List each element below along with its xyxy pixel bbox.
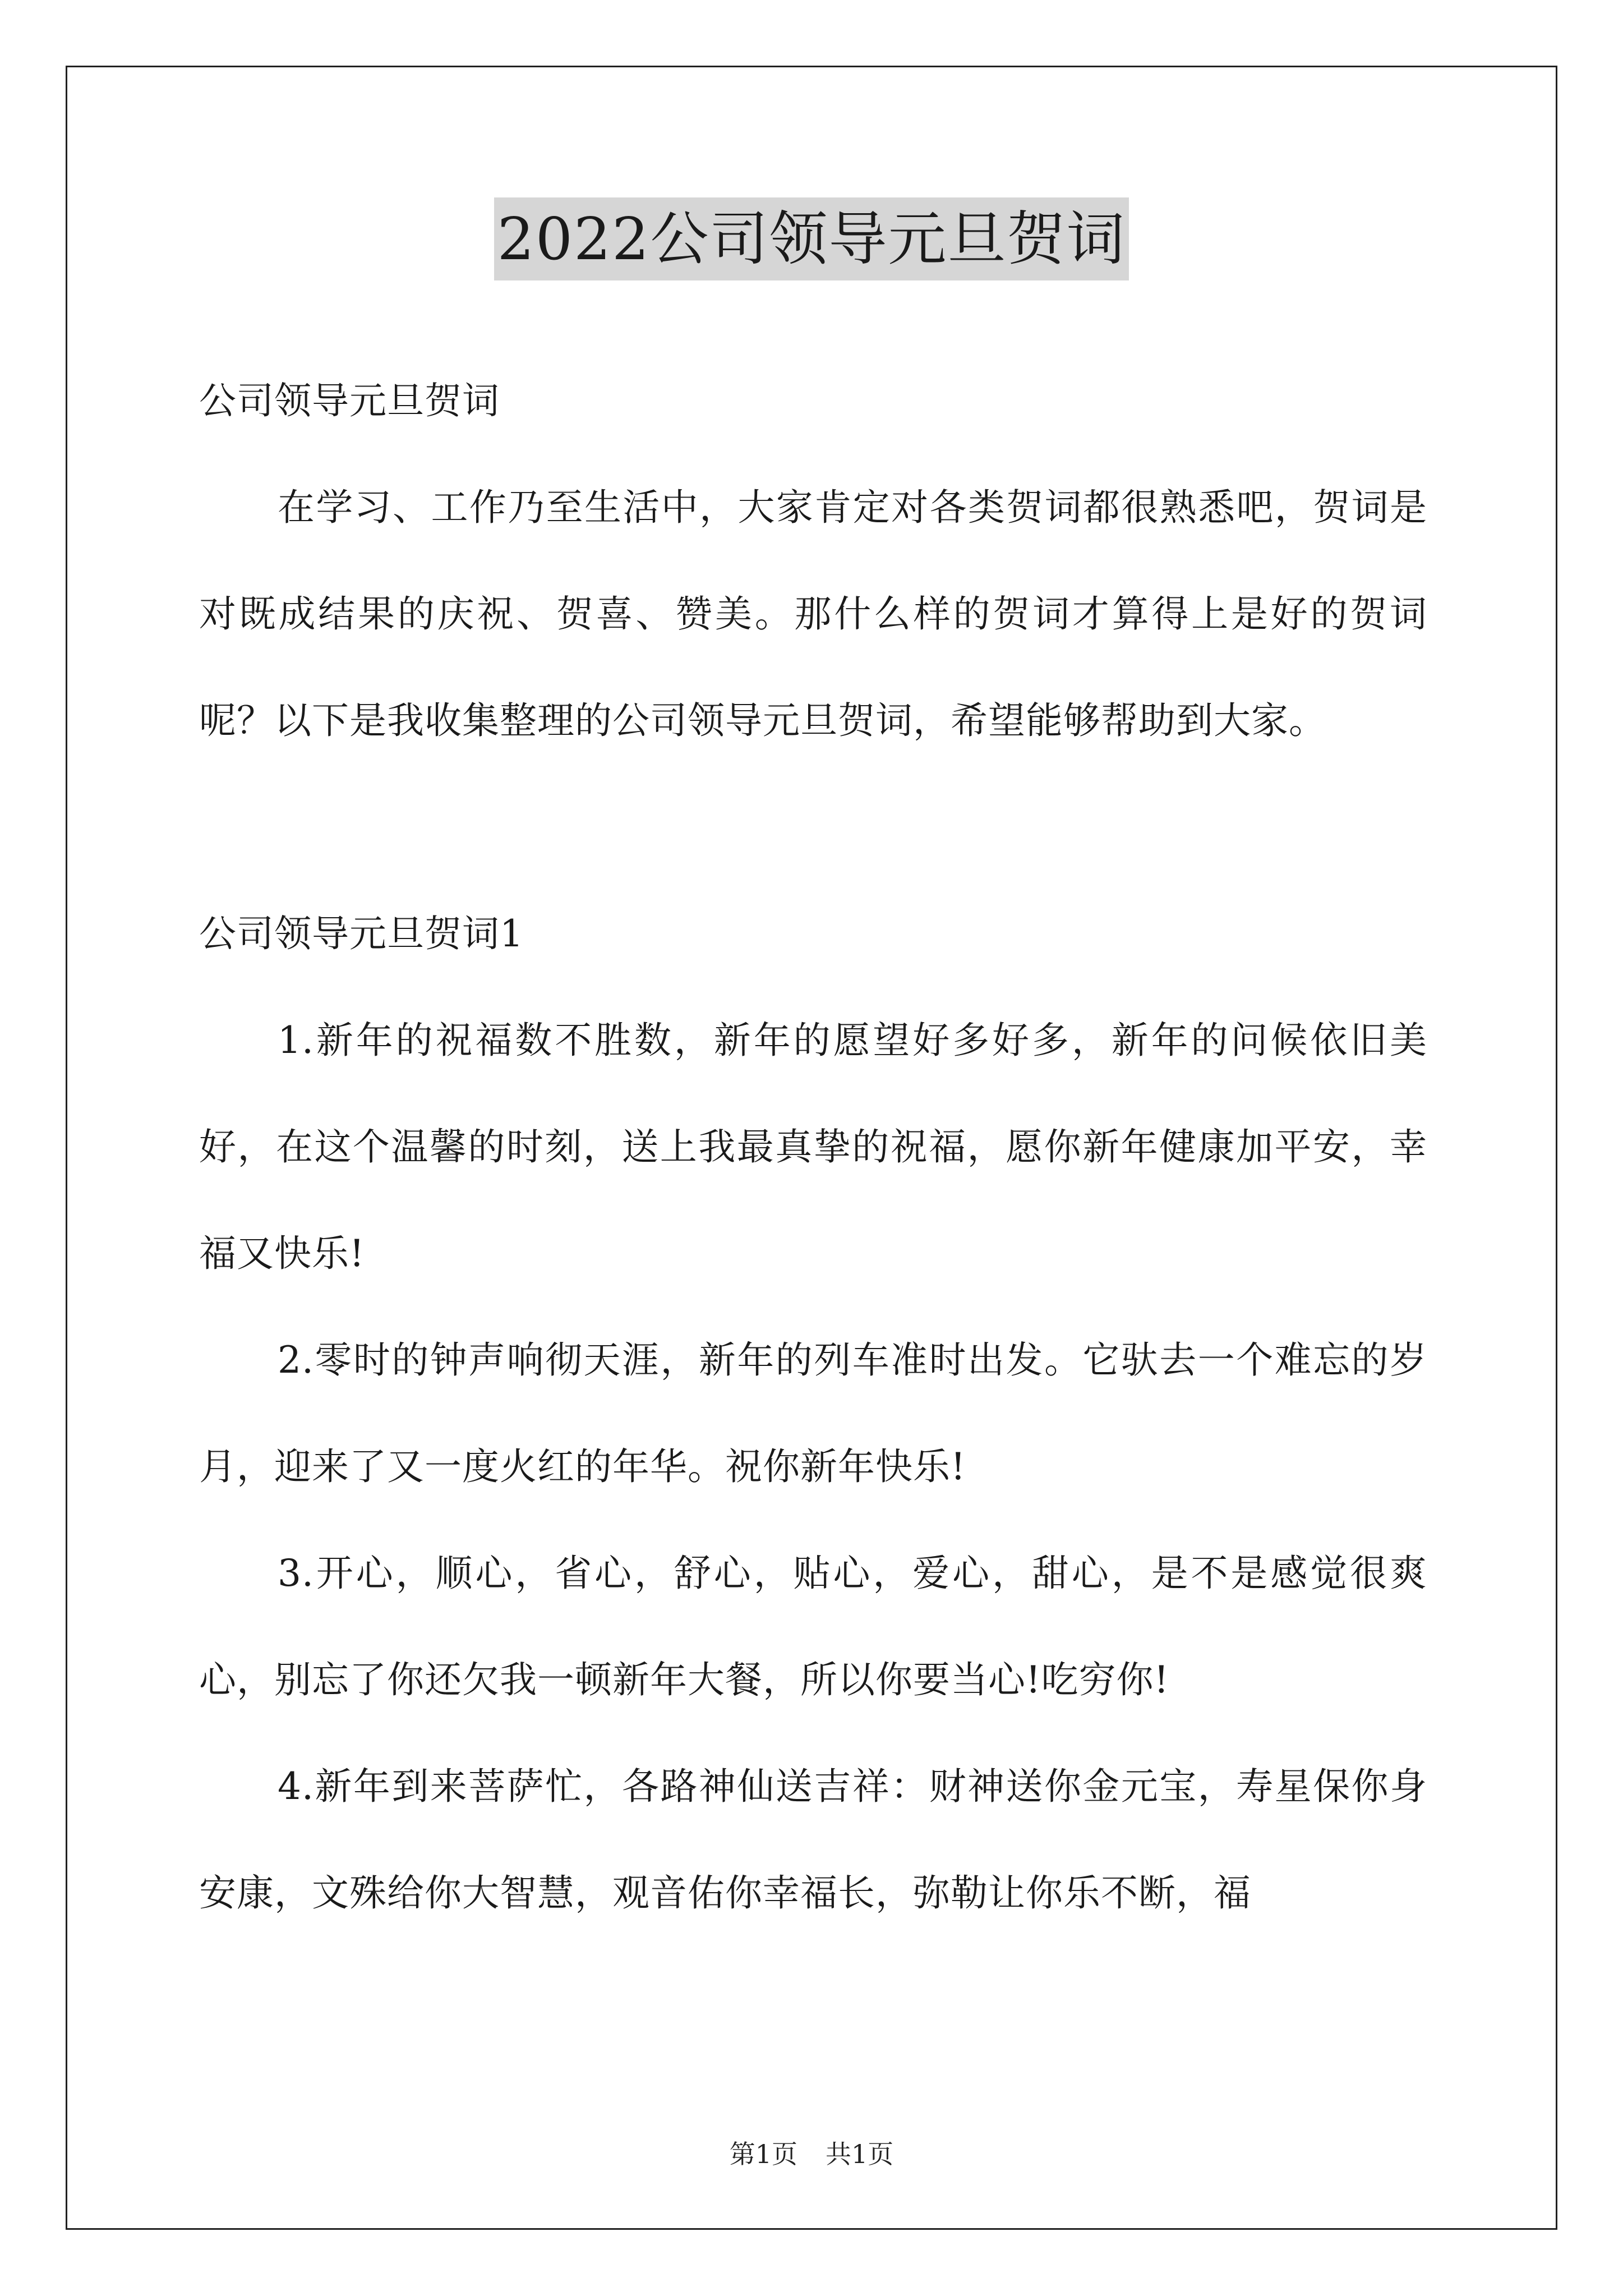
- page-footer: [0, 2137, 1623, 2171]
- page-total: 共1页: [826, 2139, 894, 2169]
- section-heading: 公司领导元旦贺词1: [199, 912, 524, 955]
- greeting-paragraph: 1.新年的祝福数不胜数，新年的愿望好多好多，新年的问候依旧美好，在这个温馨的时刻，送上我最真挚的祝福，愿你新年健康加平安，幸福又快乐!: [199, 1019, 1427, 1275]
- greeting-paragraph: 3.开心，顺心，省心，舒心，贴心，爱心，甜心，是不是感觉很爽心，别忘了你还欠我一顿新年大餐，所以你要当心!吃穷你!: [199, 1552, 1427, 1701]
- section-heading: 公司领导元旦贺词: [199, 379, 500, 422]
- greeting-paragraph: 2.零时的钟声响彻天涯，新年的列车准时出发。它驮去一个难忘的岁月，迎来了又一度火红的年华。祝你新年快乐!: [199, 1338, 1427, 1488]
- greeting-paragraph: 4.新年到来菩萨忙，各路神仙送吉祥：财神送你金元宝，寿星保你身安康，文殊给你大智慧，观音佑你幸福长，弥勒让你乐不断，福: [199, 1765, 1427, 1915]
- title-container: [0, 197, 1623, 280]
- intro-paragraph: 在学习、工作乃至生活中，大家肯定对各类贺词都很熟悉吧，贺词是对既成结果的庆祝、贺喜、赞美。那什么样的贺词才算得上是好的贺词呢？以下是我收集整理的公司领导元旦贺词，希望能够帮助到大家。: [199, 486, 1427, 742]
- document-body: [199, 348, 1427, 1947]
- document-title: 2022公司领导元旦贺词: [494, 197, 1129, 280]
- page-number: 第1页: [729, 2139, 797, 2169]
